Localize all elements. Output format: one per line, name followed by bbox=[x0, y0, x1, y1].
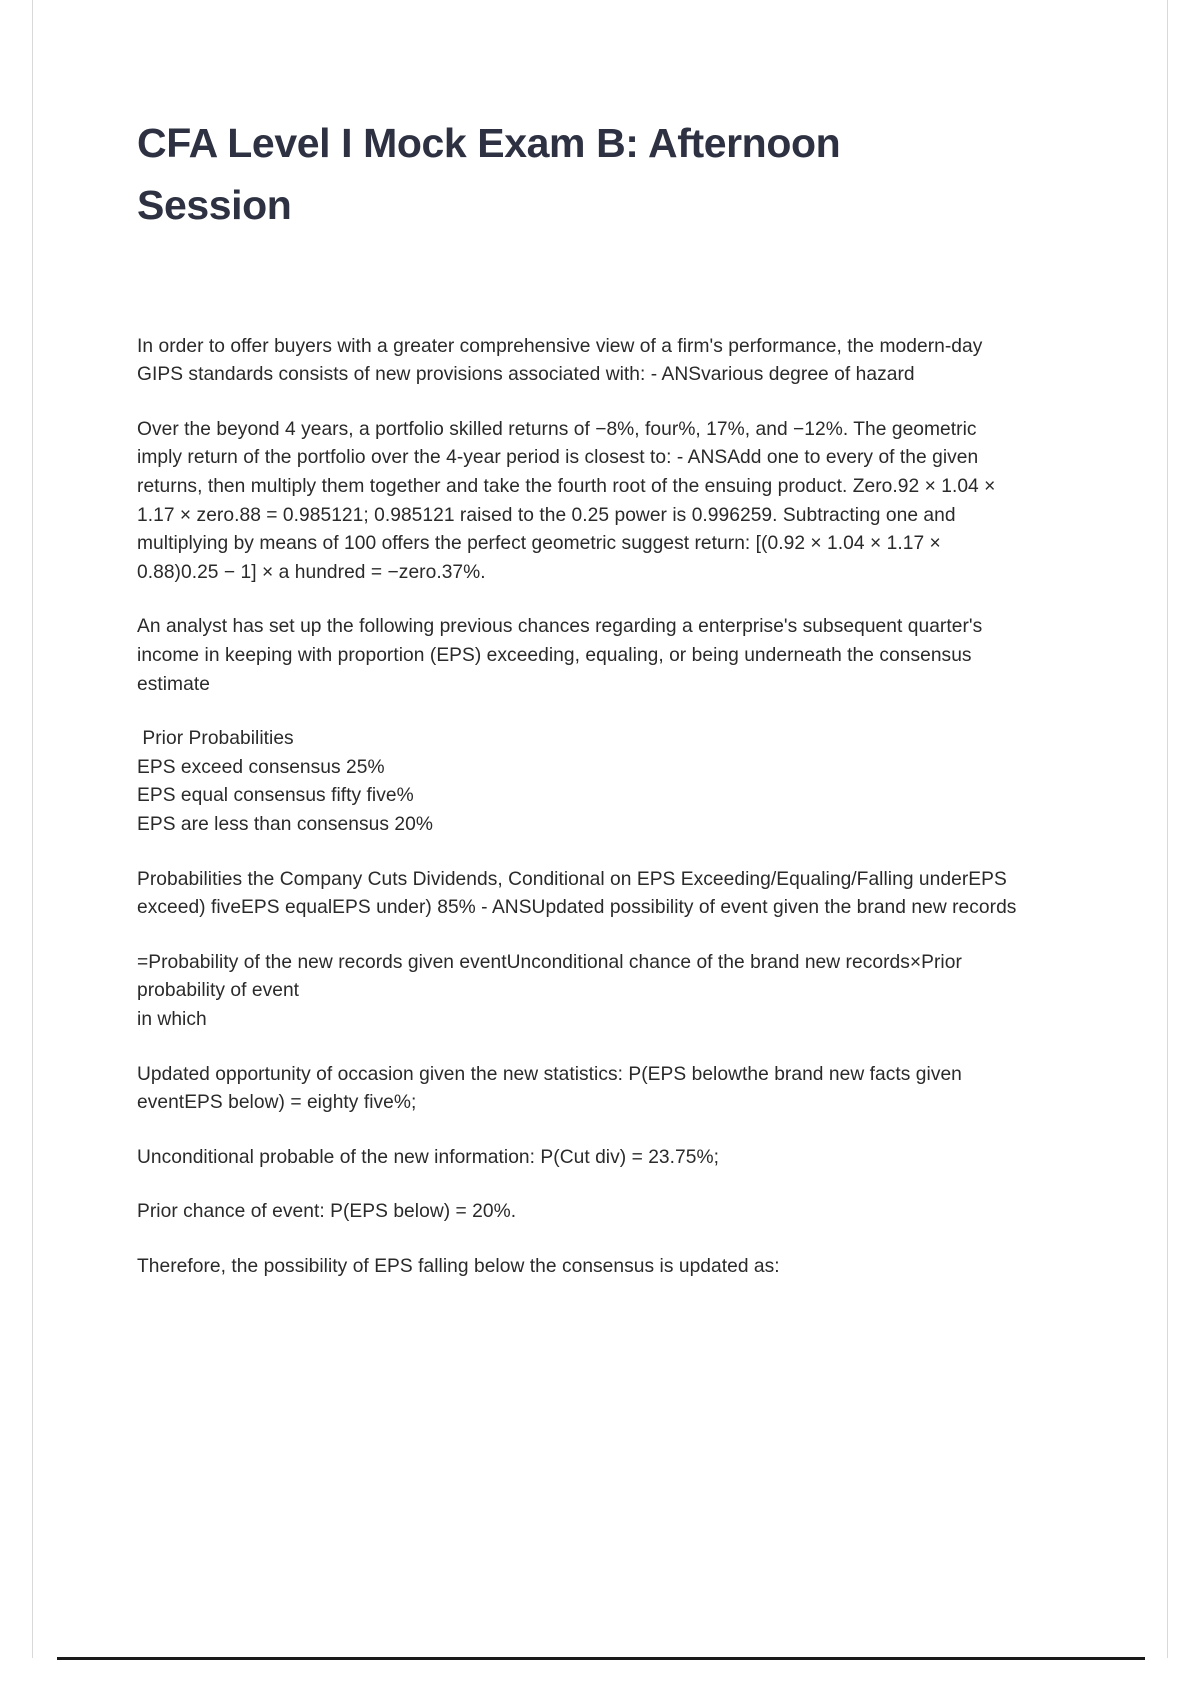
page-bottom-divider bbox=[57, 1657, 1145, 1660]
document-content bbox=[137, 112, 1037, 1281]
bayes-formula-block bbox=[137, 949, 1022, 1035]
bayes-formula-numerator-line: =Probability of the new records given eventUnconditional chance of the brand new records×Prior probability of event bbox=[137, 951, 968, 1002]
prior-probabilities-list bbox=[137, 725, 1037, 839]
paragraph-prior-chance-event: Prior chance of event: P(EPS below) = 20%. bbox=[137, 1201, 517, 1223]
paragraph-analyst-prior-chances: An analyst has set up the following previous chances regarding a enterprise's subsequent quarter's income in keeping with proportion (EPS) exceeding, equaling, or being underneath the consensus estimate bbox=[137, 616, 983, 695]
paragraph-unconditional-probability: Unconditional probable of the new information: P(Cut div) = 23.75%; bbox=[137, 1146, 719, 1168]
page-sheet bbox=[32, 0, 1168, 1658]
bayes-formula-where-line: in which bbox=[137, 1008, 207, 1030]
prior-probability-eps-exceed: EPS exceed consensus 25% bbox=[137, 756, 385, 778]
prior-probability-eps-below: EPS are less than consensus 20% bbox=[137, 813, 433, 835]
paragraph-conditional-probabilities: Probabilities the Company Cuts Dividends, Conditional on EPS Exceeding/Equaling/Falling underEPS exceed) fiveEPS equalEPS under) 85% - ANSUpdated possibility of event given the brand new records bbox=[137, 868, 1017, 919]
document-body bbox=[137, 333, 1037, 1282]
paragraph-conclusion: Therefore, the possibility of EPS falling below the consensus is updated as: bbox=[137, 1255, 780, 1277]
paragraph-geometric-return: Over the beyond 4 years, a portfolio skilled returns of −8%, four%, 17%, and −12%. The geometric imply return of the portfolio over the 4-year period is closest to: - ANSAdd one to every of the given returns, then multiply them together and take the fourth root of the ensuing product. Zero.92 × 1.04 × 1.17 × zero.88 = 0.985121; 0.985121 raised to the 0.25 power is 0.996259. Subtracting one and multiplying by means of 100 offers the perfect geometric suggest return: [(0.92 × 1.04 × 1.17 × 0.88)0.25 − 1] × a hundred = −zero.37%. bbox=[137, 418, 996, 583]
prior-probability-eps-equal: EPS equal consensus fifty five% bbox=[137, 785, 414, 807]
page-title: CFA Level I Mock Exam B: Afternoon Session bbox=[137, 120, 841, 229]
paragraph-updated-opportunity: Updated opportunity of occasion given the new statistics: P(EPS belowthe brand new facts given eventEPS below) = eighty five%; bbox=[137, 1063, 962, 1114]
prior-probabilities-heading: Prior Probabilities bbox=[137, 728, 294, 750]
paragraph-gips-provisions: In order to offer buyers with a greater comprehensive view of a firm's performance, the modern-day GIPS standards consists of new provisions associated with: - ANSvarious degree of hazard bbox=[137, 335, 983, 386]
